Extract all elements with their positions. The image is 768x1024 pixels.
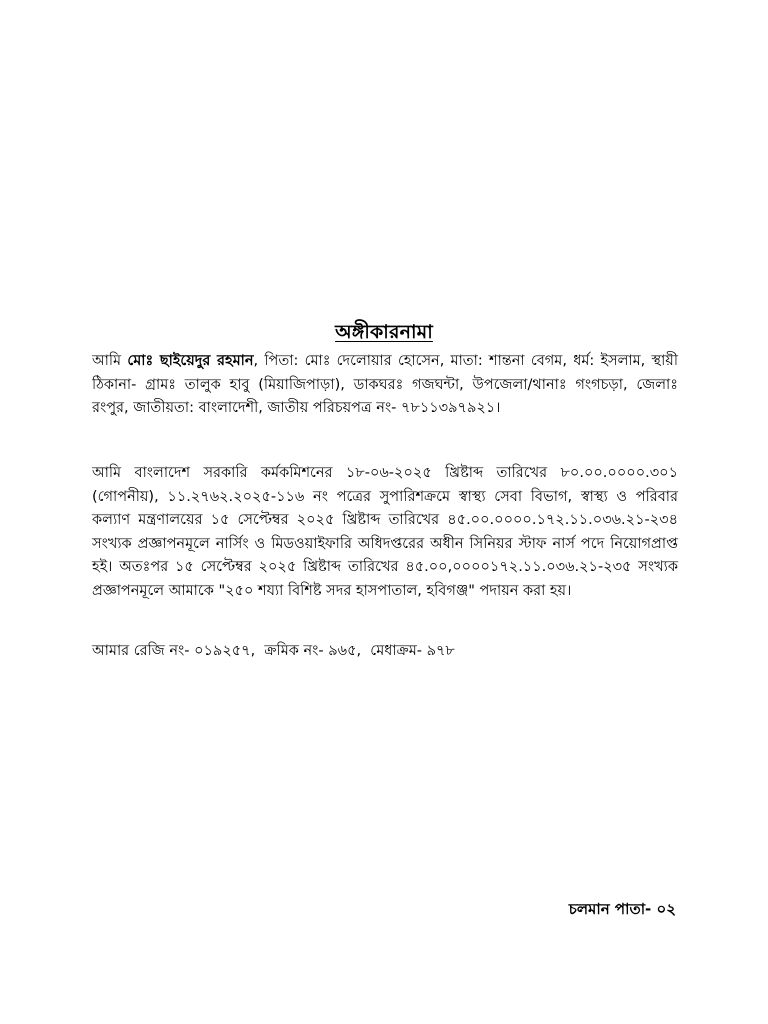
appointment-paragraph: আমি বাংলাদেশ সরকারি কর্মকমিশনের ১৮-০৬-২০২৫ খ্রিষ্টাব্দ তারিখের ৮০.০০.০০০০.৩০১ (গোপনীয়), ১১.২৭৬২.২০২৫-১১৬ নং পত্রের সুপারিশক্রমে স্বাস্থ্য সেবা বিভাগ, স্বাস্থ্য ও পরিবার কল্যাণ মন্ত্রণালয়ের ১৫ সেপ্টেম্বর ২০২৫ খ্রিষ্টাব্দ তারিখের ৪৫.০০.০০০০.১৭২.১১.০৩৬.২১-২৩৪ সংখ্যক প্রজ্ঞাপনমূলে নার্সিং ও মিডওয়াইফারি অধিদপ্তরের অধীন সিনিয়র স্টাফ নার্স পদে নিয়োগপ্রাপ্ত হই। অতঃপর ১৫ সেপ্টেম্বর ২০২৫ খ্রিষ্টাব্দ তারিখের ৪৫.০০,০০০০১৭২.১১.০৩৬.২১-২৩৫ সংখ্যক প্রজ্ঞাপনমূলে আমাকে "২৫০ শয্যা বিশিষ্ট সদর হাসপাতাল, হবিগঞ্জ" পদায়ন করা হয়। [92,465,678,599]
personal-details-text: , পিতা: মোঃ দেলোয়ার হোসেন, মাতা: শান্তনা বেগম, ধর্ম: ইসলাম, স্থায়ী ঠিকানা- গ্রামঃ তালুক হাবু (মিয়াজিপাড়া), ডাকঘরঃ গজঘন্টা, উপজেলা/থানাঃ গংগচড়া, জেলাঃ রংপুর, জাতীয়তা: বাংলাদেশী, জাতীয় পরিচয়পত্র নং- ৭৮১১৩৯৭৯২১। [92,353,678,416]
registration-text: আমার রেজি নং- ০১৯২৫৭, ক্রমিক নং- ৯৬৫, মেধাক্রম- ৯৭৮ [92,643,455,659]
registration-paragraph [92,640,678,664]
document-title: অঙ্গীকারনামা [335,321,433,343]
continuation-page-note: চলমান পাতা- ০২ [568,900,676,918]
person-name: মোঃ ছাইয়েদুর রহমান [127,353,254,369]
personal-info-paragraph [92,350,678,421]
intro-text: আমি [92,353,128,369]
